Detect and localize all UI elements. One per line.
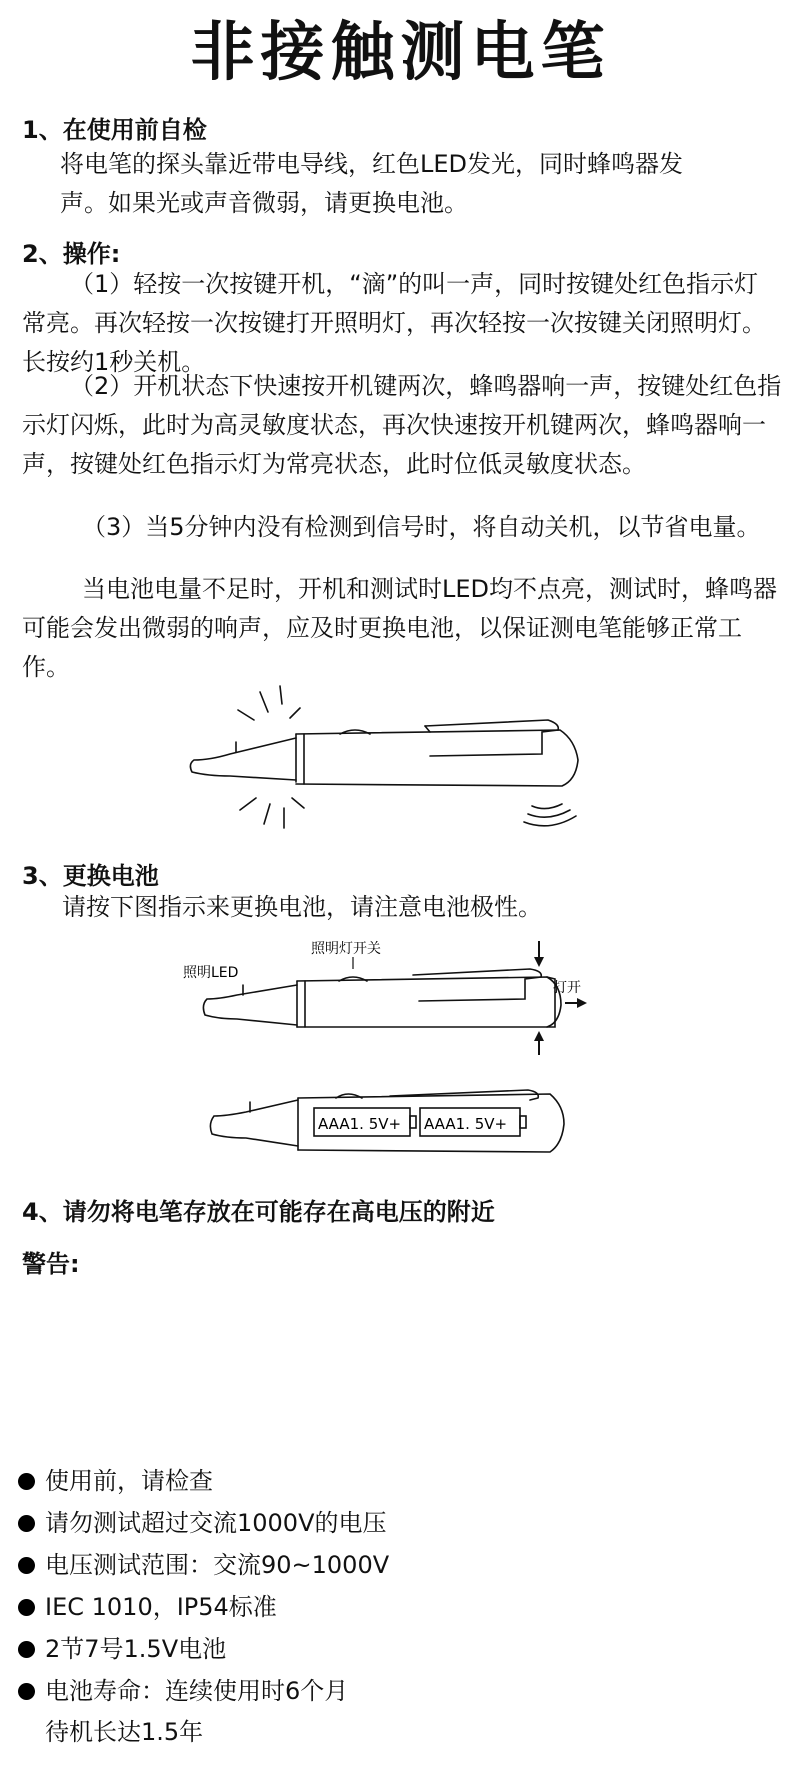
bullet-icon: [18, 1515, 35, 1532]
bullet-icon: [18, 1473, 35, 1490]
section-2-heading: 2、操作:: [22, 240, 121, 268]
operation-step-1: （1）轻按一次按键开机，“滴”的叫一声，同时按键处红色指示灯常亮。再次轻按一次按键打开照明灯，再次轻按一次按键关闭照明灯。长按约1秒关机。: [22, 270, 766, 376]
battery-2-label: AAA1. 5V+: [424, 1115, 508, 1133]
warning-item: IEC 1010，IP54标准: [18, 1586, 389, 1628]
bullet-icon: [18, 1599, 35, 1616]
section-3-text: 请按下图指示来更换电池，请注意电池极性。: [62, 893, 542, 921]
warning-item: 电压测试范围：交流90~1000V: [18, 1544, 389, 1586]
warning-item: 电池寿命：连续使用时6个月: [18, 1670, 389, 1712]
warning-item: 2节7号1.5V电池: [18, 1628, 389, 1670]
warning-item: 请勿测试超过交流1000V的电压: [18, 1502, 389, 1544]
section-3-heading: 3、更换电池: [22, 862, 159, 890]
page-title: 非接触测电笔: [190, 16, 611, 90]
warning-continuation: 待机长达1.5年: [45, 1718, 204, 1746]
section-4-heading: 4、请勿将电笔存放在可能存在高电压的附近: [22, 1198, 495, 1226]
pen-operation-illustration: [180, 680, 620, 840]
led-label: 照明LED: [183, 965, 239, 981]
battery-installation-diagram: [190, 1080, 580, 1175]
warning-item: 使用前，请检查: [18, 1460, 389, 1502]
warning-heading: 警告:: [22, 1250, 80, 1278]
switch-label: 照明灯开关: [311, 941, 381, 957]
low-battery-note: 当电池电量不足时，开机和测试时LED均不点亮，测试时，蜂鸣器可能会发出微弱的响声，应及时更换电池，以保证测电笔能够正常工作。: [22, 575, 778, 681]
operation-step-2: （2）开机状态下快速按开机键两次，蜂鸣器响一声，按键处红色指示灯闪烁，此时为高灵敏度状态，再次快速按开机键两次，蜂鸣器响一声，按键处红色指示灯为常亮状态，此时位低灵敏度状态。: [22, 372, 782, 478]
section-1-text: 将电笔的探头靠近带电导线，红色LED发光，同时蜂鸣器发声。如果光或声音微弱，请更换电池。: [60, 150, 684, 217]
bullet-icon: [18, 1641, 35, 1658]
bullet-icon: [18, 1557, 35, 1574]
battery-1-label: AAA1. 5V+: [318, 1115, 402, 1133]
section-1-heading: 1、在使用前自检: [22, 116, 207, 144]
bullet-icon: [18, 1683, 35, 1700]
operation-step-3: （3）当5分钟内没有检测到信号时，将自动关机，以节省电量。: [82, 513, 761, 541]
warning-list: [18, 1460, 389, 1712]
open-label: 打开: [553, 980, 581, 996]
battery-cover-diagram: [175, 935, 615, 1070]
